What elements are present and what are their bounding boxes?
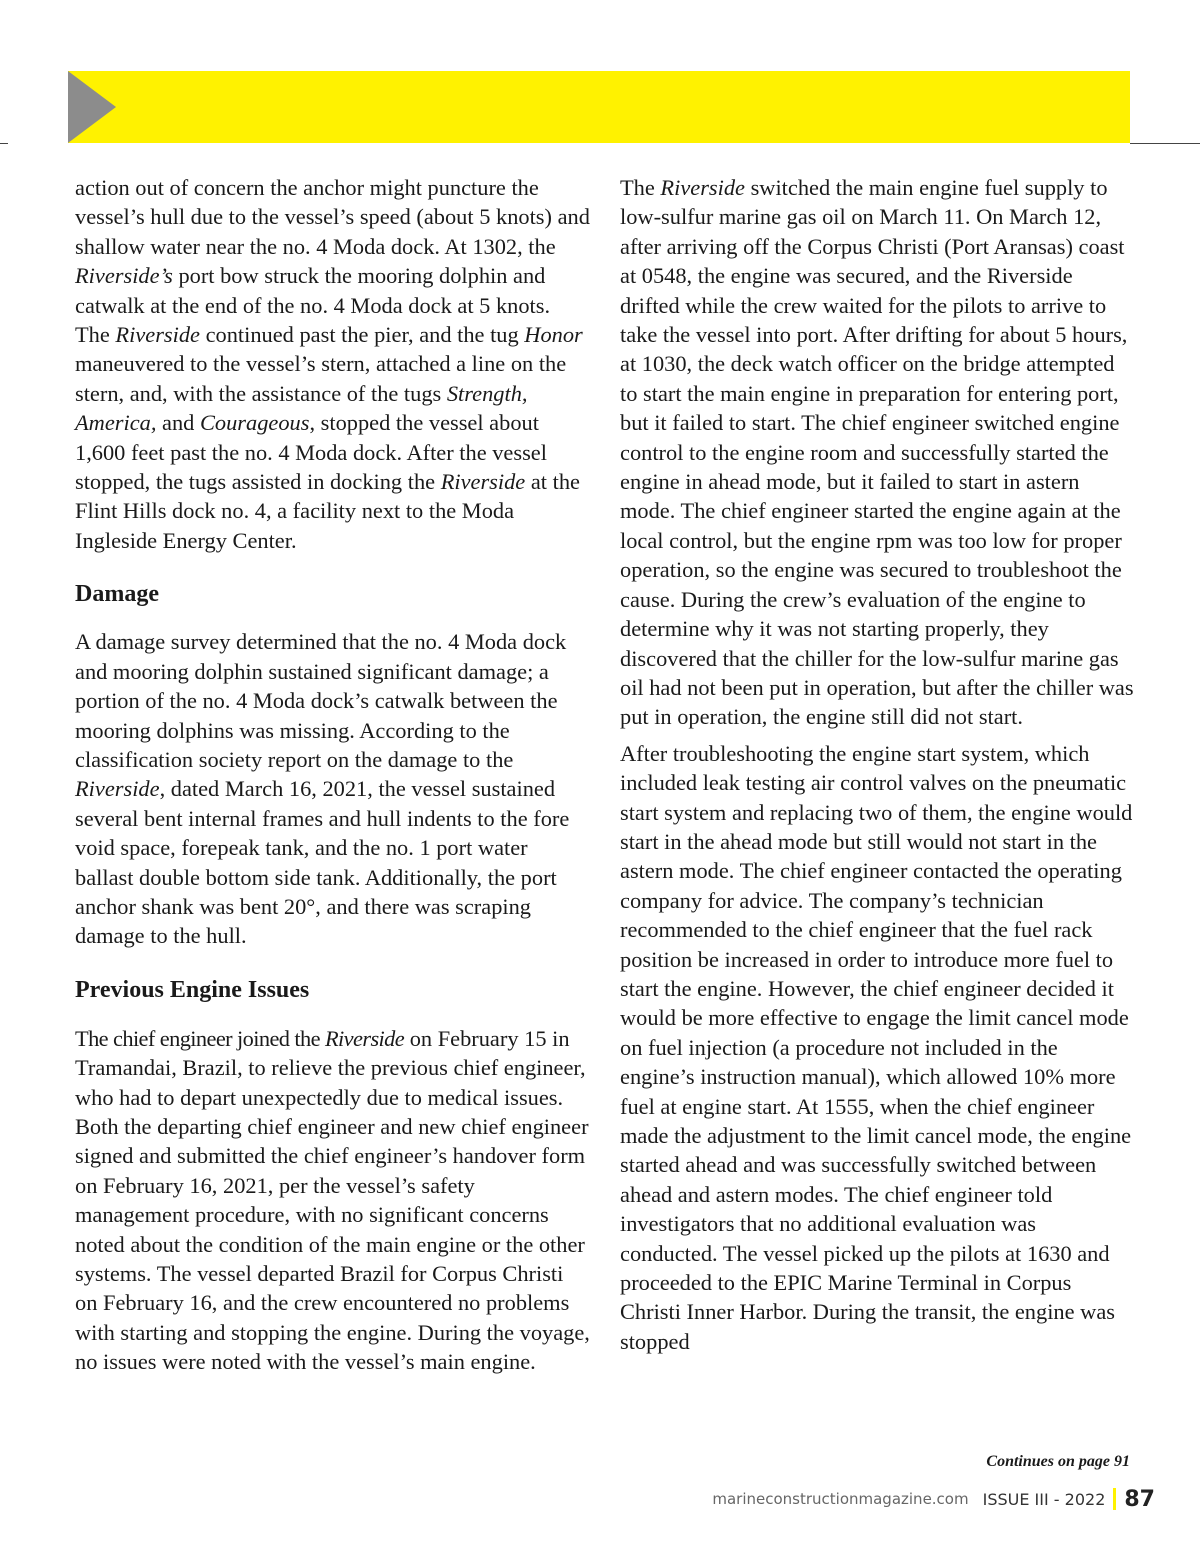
paragraph-fuel-switch: The Riverside switched the main engine fuel supply to low-sulfur marine gas oil on March 11. On March 12, after arriving off the Corpus Christi (Port Aransas) coast at 0548, the engine was secured, and the Riverside drifted while the crew waited for the pilots to arrive to take the vessel into port. After drifting for about 5 hours, at 1030, the deck watch officer on the bridge attempted to start the main engine in preparation for entering port, but it failed to start. The chief engineer switched engine control to the engine room and successfully started the engine in ahead mode, but it failed to start in astern mode. The chief engineer started the engine again at the local control, but the engine rpm was too low for proper operation, so the engine was secured to troubleshoot the cause. During the crew’s evaluation of the engine to determine why it was not starting properly, they discovered that the chiller for the low-sulfur marine gas oil had not been put in operation, but after the chiller was put in operation, the engine still did not start. — [620, 175, 1134, 730]
right-column — [620, 173, 1135, 1356]
page-footer — [712, 1484, 1155, 1514]
continues-link[interactable]: Continues on page 91 — [986, 1453, 1130, 1470]
page-number: 87 — [1124, 1486, 1155, 1512]
footer-divider — [1113, 1488, 1116, 1510]
footer-issue: ISSUE III - 2022 — [982, 1489, 1106, 1509]
left-column — [75, 173, 590, 1377]
divider-left — [0, 143, 8, 144]
footer-site: marineconstructionmagazine.com — [712, 1490, 969, 1508]
paragraph-incident-continued: action out of concern the anchor might puncture the vessel’s hull due to the vessel’s speed (about 5 knots) and shallow water near the no. 4 Moda dock. At 1302, the Riverside’s port bow struck the mooring dolphin and catwalk at the end of the no. 4 Moda dock at 5 knots. The Riverside continued past the pier, and the tug Honor maneuvered to the vessel’s stern, attached a line on the stern, and, with the assistance of the tugs Strength, America, and Courageous, stopped the vessel about 1,600 feet past the no. 4 Moda dock. After the vessel stopped, the tugs assisted in docking the Riverside at the Flint Hills dock no. 4, a facility next to the Moda Ingleside Energy Center. — [75, 175, 590, 553]
paragraph-previous-engine-issues: The chief engineer joined the Riverside on February 15 in Tramandai, Brazil, to relieve the previous chief engineer, who had to depart unexpectedly due to medical issues. Both the departing chief engineer and new chief engineer signed and submitted the chief engineer’s handover form on February 16, 2021, per the vessel’s safety management procedure, with no significant concerns noted about the condition of the main engine or the other systems. The vessel departed Brazil for Corpus Christi on February 16, and the crew encountered no problems with starting and stopping the engine. During the voyage, no issues were noted with the vessel’s main engine. — [75, 1025, 590, 1375]
divider-right — [1130, 143, 1200, 144]
header-banner — [68, 71, 1130, 143]
banner-arrow-icon — [68, 71, 116, 143]
paragraph-troubleshooting: After troubleshooting the engine start system, which included leak testing air control valves on the pneumatic start system and replacing two of them, the engine would start in the ahead mode but still would not start in the astern mode. The chief engineer contacted the operating company for advice. The company’s technician recommended to the chief engineer that the fuel rack position be increased in order to introduce more fuel to start the engine. However, the chief engineer decided it would be more effective to engage the limit cancel mode on fuel injection (a procedure not included in the engine’s instruction manual), which allowed 10% more fuel at engine start. At 1555, when the chief engineer made the adjustment to the limit cancel mode, the engine started ahead and was successfully switched between ahead and astern modes. The chief engineer told investigators that no additional evaluation was conducted. The vessel picked up the pilots at 1630 and proceeded to the EPIC Marine Terminal in Corpus Christi Inner Harbor. During the transit, the engine was stopped — [620, 740, 1133, 1354]
heading-damage: Damage — [75, 581, 159, 608]
heading-previous-engine-issues: Previous Engine Issues — [75, 976, 310, 1003]
paragraph-damage: A damage survey determined that the no. 4 Moda dock and mooring dolphin sustained significant damage; a portion of the no. 4 Moda dock’s catwalk between the mooring dolphins was missing. According to the classification society report on the damage to the Riverside, dated March 16, 2021, the vessel sustained several bent internal frames and hull indents to the fore void space, forepeak tank, and the no. 1 port water ballast double bottom side tank. Additionally, the port anchor shank was bent 20°, and there was scraping damage to the hull. — [75, 629, 570, 949]
